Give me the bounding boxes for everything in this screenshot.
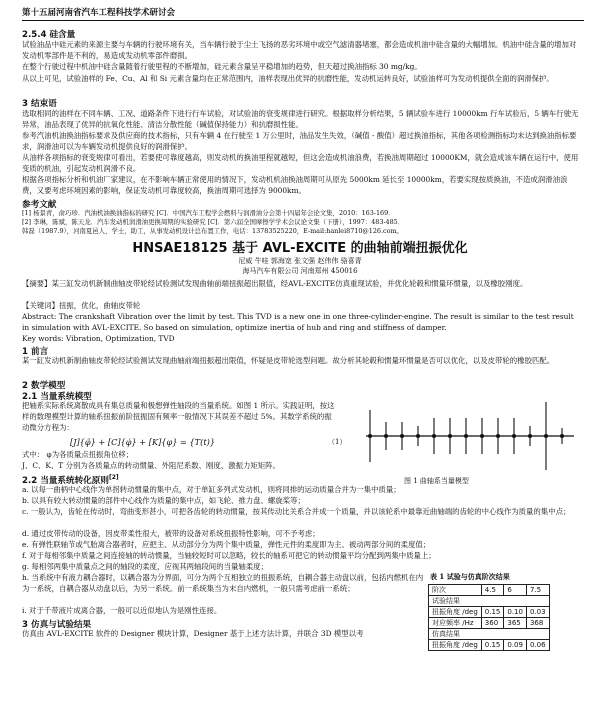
- paragraph: 某一缸发动机新制曲轴皮带轮经试验测试发现曲轴前端扭振超出限值，怀疑是皮带轮选型问题。故分析其轮毂和惯量环惯量是否可以优化，以及皮带轮的橡胶匹配。: [22, 356, 555, 365]
- abstract-cn: 【摘要】某三缸发动机新制曲轴皮带轮经试验测试发现曲轴前端扭振超出限值，经AVL-EXCITE仿真重现试验，并优化轮毂和惯量环惯量，以及橡胶刚度。: [22, 279, 528, 288]
- table-cell: 7.5: [526, 585, 549, 596]
- table-cell: 0.10: [504, 607, 527, 618]
- table-cell: 试验结果: [429, 596, 550, 607]
- table-cell: 对应频率 /Hz: [429, 618, 482, 629]
- running-header: 第十五届河南省汽车工程科技学术研讨会: [22, 6, 584, 21]
- abstract-en: Abstract: The crankshaft Vibration over the limit by test. This TVD is a new one in one three-cylinder-engine. The result is similar to the test result in simulation with AVL-EXCITE. So based on simulation, optimize inertia of hub and ring and stiffness of damper.: [22, 312, 574, 332]
- table-cell: 360: [481, 618, 504, 629]
- paper-affiliation: 海马汽车有限公司 河南郑州 450016: [242, 267, 358, 275]
- section-heading: 2 数学模型: [22, 381, 66, 391]
- paragraph: 从油样各项指标的衰变规律可看出，若要使可靠度越高，则发动机的换油里程就越短，但这会造成机油浪费，若换油周期超过 10000KM，就会造成该车辆在运行中，使用变质的机油，引起发动机润滑不良。: [22, 153, 579, 173]
- table-row: [429, 629, 550, 640]
- list-item: g. 每相邻两集中质量点之间的轴段的柔度，应视其两轴段间的当量轴柔度；: [22, 562, 268, 571]
- author-bio: 韩磊（1987.9），河南夏邑人，学士，助工，从事发动机设计总布置工作，电话：13783525220，E-mail:hanlei8710@126.com。: [22, 227, 403, 235]
- table-cell: 365: [504, 618, 527, 629]
- table-cell: 368: [526, 618, 549, 629]
- list-item: f. 对于每相邻集中质量之间连接轴的转动惯量，当轴较短时可以忽略，较长的轴系可把它的转动惯量平均分配到两集中质量上；: [22, 551, 436, 560]
- equation-where: 式中： φ为各质量点扭振角位移；: [22, 450, 133, 459]
- reference: [2] 李琳，陈斌，陈天龙．汽车发动机润滑油更换周期的实验研究 [C]．第六届全国摩擦学学术会议论文集（下册），1997：483-485．: [22, 218, 405, 226]
- list-item: b. 以具有较大转动惯量的部件中心线作为质量的集中点，如飞轮、推力盘、螺旋桨等；: [22, 496, 305, 505]
- table-cell: 扭振角度 /deg: [429, 607, 482, 618]
- equation: [J]{φ̈} + [C]{φ̇} + [K]{φ} = {T(t)}: [70, 437, 216, 447]
- section-title: 2.2 当量系统转化原则: [22, 476, 109, 486]
- table-cell: 0.15: [481, 640, 504, 651]
- paragraph: 仿真由 AVL-EXCITE 软件的 Designer 模块计算，Designer 基于上述方法计算，并联合 3D 模型以考: [22, 629, 364, 638]
- paragraph: 参考汽油机油换油指标要求及供应商的技术指标，只有车辆 4 在行驶至 1 万公里时，油品发生失效，（碱值 - 酸值）超过换油指标，其他各项检测指标均未达到换油指标要求，润滑油可以为车辆发动机提供良好的润滑保护。: [22, 131, 577, 151]
- table-cell: 0.06: [526, 640, 549, 651]
- table-row: [429, 596, 550, 607]
- section-heading: 2.5.4 硅含量: [22, 30, 76, 40]
- keywords-en: Key words: Vibration, Optimization, TVD: [22, 334, 175, 343]
- equivalent-model-figure: [356, 388, 584, 474]
- paragraph: 在整个行驶过程中机油中硅含量随着行驶里程的不断增加，硅元素含量呈平稳增加的趋势，但天超过换油指标 30 mg/kg。: [22, 62, 422, 71]
- keywords-cn: 【关键词】扭振，优化，曲轴皮带轮: [22, 301, 141, 310]
- table-row: [429, 640, 550, 651]
- table-cell: 0.09: [504, 640, 527, 651]
- section-heading: 3 仿真与试验结果: [22, 620, 92, 630]
- reference: [1] 杨景青，俞巧珍．汽油机油换油指标的研究 [C]．中国汽车工程学会燃料与润滑油分会第十四届年会论文集，2010：163-169．: [22, 209, 395, 217]
- references-heading: 参考文献: [22, 200, 57, 210]
- results-table: [428, 584, 550, 651]
- equation-number: （1）: [328, 438, 347, 446]
- citation: [2]: [108, 474, 119, 482]
- list-item: d. 通过皮带传动的设备，因皮带柔性很大，被带的设备对系统扭振特性影响，可不予考虑；: [22, 529, 320, 538]
- paragraph: 从以上可见，试验油样的 Fe、Cu、Al 和 Si 元素含量均在正常范围内，油样表现出优异的抗磨性能，发动机运转良好，试验油样可为发动机提供全面的润滑保护。: [22, 74, 554, 83]
- section-heading: 2.1 当量系统模型: [22, 392, 92, 402]
- table-cell: 0.03: [526, 607, 549, 618]
- paragraph: 根据各项指标分析和机油厂家建议，在不影响车辆正常使用的情况下，发动机机油换油周期可从原先 5000km 延长至 10000km，若要实现按质换油，不造成润滑油浪费，又要考虑环境因素的影响，保证发动机可靠度较高，换油周期可选择为 9000km。: [22, 175, 568, 195]
- table-row: [429, 618, 550, 629]
- table-cell: 6: [504, 585, 527, 596]
- paragraph: 试验油品中硅元素的来源主要与车辆的行驶环境有关，当车辆行驶于尘土飞扬的恶劣环境中或空气滤清器堵塞，都会造成机油中硅含量的大幅增加。机油中硅含量的增加对发动机零部件是不利的，易造成发动机零部件磨损。: [22, 40, 577, 60]
- figure-caption: 图 1 曲轴系当量模型: [404, 477, 469, 485]
- table-row: [429, 585, 550, 596]
- paper-authors: 尼威 牛哇 郭海宽 张文强 赵伟伟 骆喜青: [238, 257, 362, 265]
- section-heading: 3 结束语: [22, 99, 57, 109]
- table-row: [429, 607, 550, 618]
- table-cell: 阶次: [429, 585, 482, 596]
- list-item: h. 当系统中有液力耦合器时，以耦合器为分界面，可分为两个互相独立的扭振系统，自耦合器主动盘以前，包括内燃机在内为一系统，自耦合器从动盘以后，为另一系统。前一系统集当为末自内燃机，一般只需考虑前一系统；: [22, 573, 424, 593]
- paper-title: HNSAE18125 基于 AVL-EXCITE 的曲轴前端扭振优化: [132, 241, 468, 256]
- equation-where: J、C、K、T 分别为各质量点的转动惯量、外阻尼系数、刚度、激振力矩矩阵。: [22, 461, 280, 470]
- table-caption: 表 1 试验与仿真阶次结果: [430, 572, 510, 581]
- table-cell: 扭振角度 /deg: [429, 640, 482, 651]
- section-heading: 1 前言: [22, 347, 49, 357]
- list-item: e. 有弹性联轴节或气胎离合器者时，应把主、从动部分分为两个集中质量，弹性元件的柔度即为主、被动两部分间的柔度值；: [22, 540, 431, 549]
- paragraph: 把轴系实际系统离散成具有集总质量和极想弹性轴段的当量系统。如图 1 所示。实践证明，按这样的数理模型计算的轴系扭振前阶扭振固有频率一般情况下其误差不超过 5%。其数学系统的振动微分方程为：: [22, 401, 335, 432]
- list-item: i. 对于千带液片成离合器，一般可以近似地认为是刚性连接。: [22, 606, 222, 615]
- paragraph: 选取相同的油样在不同车辆、工况、道路条件下进行行车试验，对试验油的衰变规律进行研究。根据取样分析结果，5 辆试验车进行 10000km 行车试验后，5 辆车行驶无异常，油品表现了优异的抗氧化性能、清洁分散性能（碱值保持能力）和抗磨损性能。: [22, 109, 579, 129]
- list-item: c. 一般认为，齿轮在传动时，弯曲变形甚小，可把各齿轮的转动惯量，按其传动比关系合并成一个质量，并以该轮系中最靠近曲轴端的齿轮的中心线作为质量的集中点；: [22, 507, 571, 516]
- table-cell: 4.5: [481, 585, 504, 596]
- table-cell: 仿真结果: [429, 629, 550, 640]
- list-item: a. 以每一曲柄中心线作为单拐转动惯量的集中点，对于单缸多列式发动机，则将同排的运动质量合并为一集中质量；: [22, 485, 401, 494]
- table-cell: 0.15: [481, 607, 504, 618]
